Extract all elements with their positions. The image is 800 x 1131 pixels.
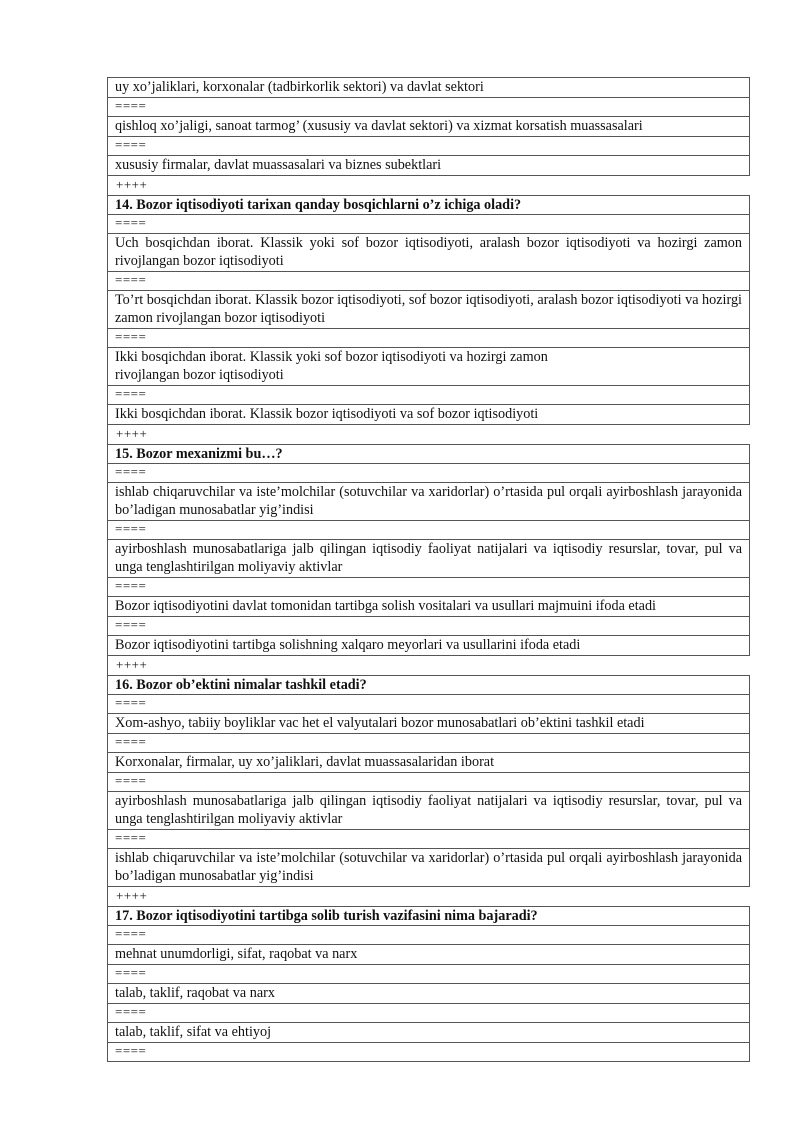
- question-text: 14. Bozor iqtisodiyoti tarixan qanday bosqichlarni o’z ichiga oladi?: [107, 195, 750, 215]
- question-text: 17. Bozor iqtisodiyotini tartibga solib turish vazifasini nima bajaradi?: [107, 906, 750, 926]
- answer-option: Uch bosqichdan iborat. Klassik yoki sof bozor iqtisodiyoti, aralash bozor iqtisodiyoti va hozirgi zamon rivojlangan bozor iqtisodiyoti: [107, 234, 750, 272]
- answer-separator: ====: [107, 329, 750, 348]
- answer-separator: ====: [107, 386, 750, 405]
- question-separator-plus: ++++: [107, 176, 750, 195]
- answer-option: xususiy firmalar, davlat muassasalari va biznes subektlari: [107, 156, 750, 176]
- answer-option: Bozor iqtisodiyotini davlat tomonidan tartibga solish vositalari va usullari majmuini ifoda etadi: [107, 597, 750, 617]
- answer-option: mehnat unumdorligi, sifat, raqobat va narx: [107, 945, 750, 965]
- answer-option: ayirboshlash munosabatlariga jalb qilingan iqtisodiy faoliyat natijalari va iqtisodiy resurslar, tovar, pul va unga tenglashtirilgan moliyaviy aktivlar: [107, 540, 750, 578]
- answer-separator: ====: [107, 695, 750, 714]
- answer-option: Bozor iqtisodiyotini tartibga solishning xalqaro meyorlari va usullarini ifoda etadi: [107, 636, 750, 656]
- question-text: 16. Bozor ob’ektini nimalar tashkil etadi?: [107, 675, 750, 695]
- answer-separator: ====: [107, 521, 750, 540]
- answer-separator: ====: [107, 965, 750, 984]
- answer-separator: ====: [107, 830, 750, 849]
- answer-option: Korxonalar, firmalar, uy xo’jaliklari, davlat muassasalaridan iborat: [107, 753, 750, 773]
- answer-separator: ====: [107, 137, 750, 156]
- answer-option: ishlab chiqaruvchilar va iste’molchilar (sotuvchilar va xaridorlar) o’rtasida pul orqali ayirboshlash jarayonida bo’ladigan munosabatlar yig’indisi: [107, 849, 750, 887]
- answer-separator: ====: [107, 215, 750, 234]
- answer-separator: ====: [107, 1004, 750, 1023]
- answer-option: To’rt bosqichdan iborat. Klassik bozor iqtisodiyoti, sof bozor iqtisodiyoti, aralash bozor iqtisodiyoti va hozirgi zamon rivojlangan bozor iqtisodiyoti: [107, 291, 750, 329]
- question-separator-plus: ++++: [107, 656, 750, 675]
- answer-option: Ikki bosqichdan iborat. Klassik yoki sof bozor iqtisodiyoti va hozirgi zamon rivojlangan bozor iqtisodiyoti: [107, 348, 750, 386]
- answer-separator: ====: [107, 98, 750, 117]
- quiz-document: [107, 77, 750, 1062]
- answer-option: qishloq xo’jaligi, sanoat tarmog’ (xususiy va davlat sektori) va xizmat korsatish muassasalari: [107, 117, 750, 137]
- answer-separator: ====: [107, 272, 750, 291]
- answer-separator: ====: [107, 773, 750, 792]
- answer-option: ishlab chiqaruvchilar va iste’molchilar (sotuvchilar va xaridorlar) o’rtasida pul orqali ayirboshlash jarayonida bo’ladigan munosabatlar yig’indisi: [107, 483, 750, 521]
- question-separator-plus: ++++: [107, 425, 750, 444]
- answer-separator: ====: [107, 578, 750, 597]
- question-text: 15. Bozor mexanizmi bu…?: [107, 444, 750, 464]
- answer-separator: ====: [107, 464, 750, 483]
- answer-option: ayirboshlash munosabatlariga jalb qilingan iqtisodiy faoliyat natijalari va iqtisodiy resurslar, tovar, pul va unga tenglashtirilgan moliyaviy aktivlar: [107, 792, 750, 830]
- answer-option: uy xo’jaliklari, korxonalar (tadbirkorlik sektori) va davlat sektori: [107, 77, 750, 98]
- question-separator-plus: ++++: [107, 887, 750, 906]
- answer-separator: ====: [107, 734, 750, 753]
- answer-separator: ====: [107, 926, 750, 945]
- answer-separator: ====: [107, 617, 750, 636]
- answer-option: Xom-ashyo, tabiiy boyliklar vac het el valyutalari bozor munosabatlari ob’ektini tashkil etadi: [107, 714, 750, 734]
- answer-option: Ikki bosqichdan iborat. Klassik bozor iqtisodiyoti va sof bozor iqtisodiyoti: [107, 405, 750, 425]
- answer-option: talab, taklif, sifat va ehtiyoj: [107, 1023, 750, 1043]
- answer-separator: ====: [107, 1043, 750, 1062]
- answer-option: talab, taklif, raqobat va narx: [107, 984, 750, 1004]
